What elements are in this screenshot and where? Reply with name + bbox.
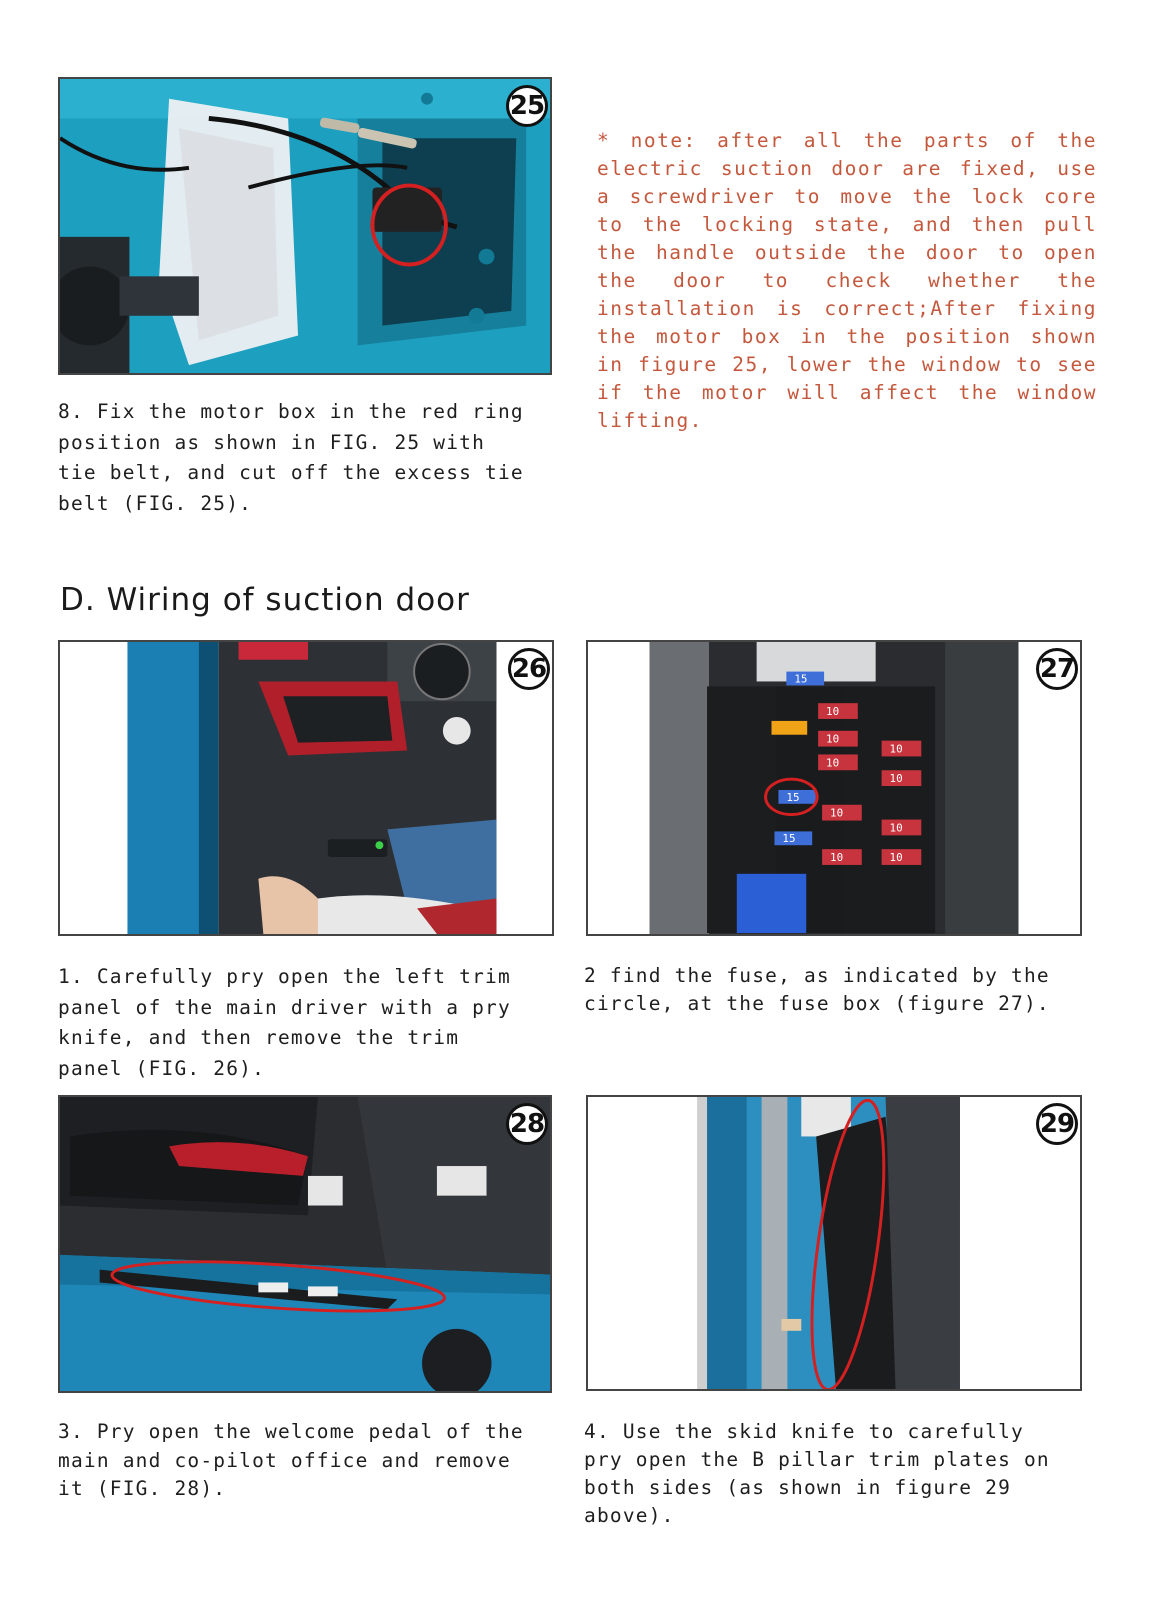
fuse-label-a: 15 [794, 672, 808, 686]
figure-27-photo [586, 640, 1082, 936]
driver-trim-panel-image [60, 642, 552, 934]
fuse-label-k: 10 [889, 821, 903, 835]
figure-26-photo [58, 640, 554, 936]
figure-28-photo [58, 1095, 552, 1393]
figure-29-number-badge: 29 [1036, 1103, 1078, 1145]
figure-29-photo [586, 1095, 1082, 1391]
fuse-label-g: 10 [830, 851, 844, 864]
step-4-caption: 4. Use the skid knife to carefully pry open the B pillar trim plates on both sides (as shown in figure 29 above). [584, 1420, 1050, 1527]
fuse-label-d: 10 [826, 756, 840, 770]
step-3-caption: 3. Pry open the welcome pedal of the main and co-pilot office and remove it (FIG. 28). [58, 1420, 524, 1500]
fuse-label-f: 10 [830, 806, 844, 820]
fuse-label-l: 10 [889, 851, 903, 864]
fuse-box-image [588, 642, 1080, 934]
fuse-label-e: 15 [786, 790, 800, 804]
door-motor-box-image [60, 79, 550, 373]
figure-27-number-badge: 27 [1036, 648, 1078, 690]
figure-26-number-badge: 26 [508, 648, 550, 690]
b-pillar-trim-image [588, 1097, 1080, 1389]
step-1-caption: 1. Carefully pry open the left trim panel of the main driver with a pry knife, and then remove the trim panel (FIG. 26). [58, 965, 511, 1080]
figure-25-photo [58, 77, 552, 375]
step-8-caption: 8. Fix the motor box in the red ring position as shown in FIG. 25 with tie belt, and cut off the excess tie belt (FIG. 25). [58, 400, 524, 515]
figure-28-number-badge: 28 [506, 1103, 548, 1145]
fuse-label-i: 10 [889, 742, 903, 756]
fuse-label-c: 10 [826, 732, 840, 746]
fuse-label-b: 10 [826, 705, 840, 718]
installation-note: * note: after all the parts of the electric suction door are fixed, use a screwdriver to move the lock core to the locking state, and then pull the handle outside the door to open the door to check whether the installation is correct;After fixing the motor box in the position shown in figure 25, lower the window to see if the motor will affect the window lifting. [597, 129, 1097, 432]
figure-25-number-badge: 25 [506, 85, 548, 127]
step-2-caption: 2 find the fuse, as indicated by the circle, at the fuse box (figure 27). [584, 964, 1050, 1015]
fuse-label-h: 15 [782, 832, 796, 846]
welcome-pedal-image [60, 1097, 550, 1391]
fuse-label-j: 10 [889, 772, 903, 786]
section-title: D. Wiring of suction door [60, 582, 470, 618]
